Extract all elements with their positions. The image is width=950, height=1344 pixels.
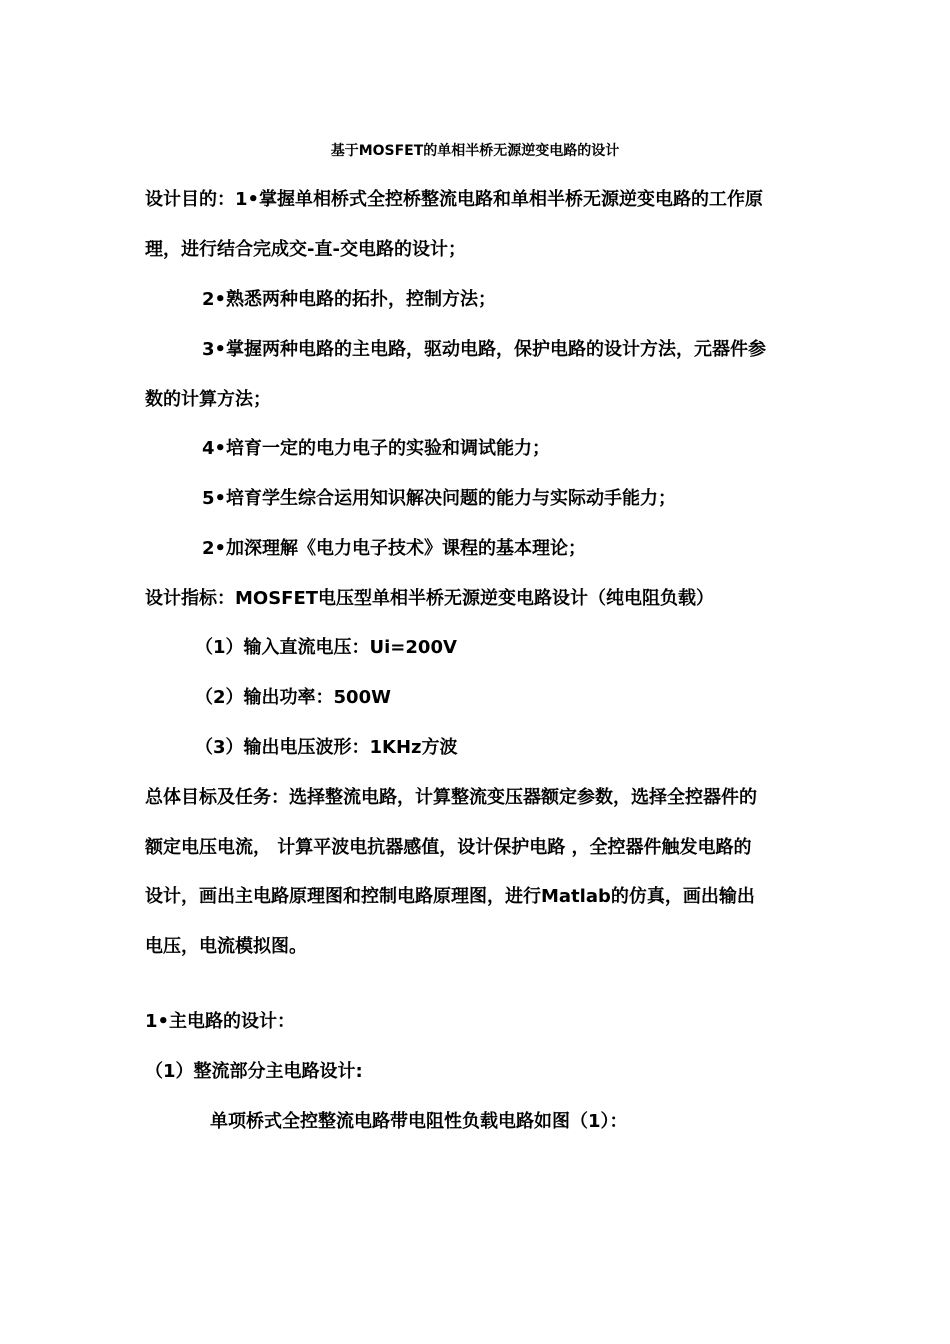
- overall-line-2: 额定电压电流， 计算平波电抗器感值，设计保护电路 ，全控器件触发电路的: [145, 837, 752, 858]
- overall-line-1: 总体目标及任务：选择整流电路，计算整流变压器额定参数，选择全控器件的: [145, 787, 757, 808]
- spec-item-1: （1）输入直流电压：Ui=200V: [195, 637, 457, 658]
- purpose-item-2: 2•熟悉两种电路的拓扑，控制方法；: [202, 289, 497, 310]
- section-1-subheading: （1）整流部分主电路设计:: [145, 1061, 363, 1082]
- section-1-heading: 1•主电路的设计：: [145, 1011, 296, 1032]
- document-title: 基于MOSFET的单相半桥无源逆变电路的设计: [330, 143, 620, 159]
- spec-heading: 设计指标：MOSFET电压型单相半桥无源逆变电路设计（纯电阻负载）: [145, 588, 715, 609]
- purpose-item-3-line-2: 数的计算方法；: [145, 389, 271, 410]
- purpose-item-6: 2•加深理解《电力电子技术》课程的基本理论；: [202, 538, 587, 559]
- purpose-item-3-line-1: 3•掌握两种电路的主电路，驱动电路，保护电路的设计方法，元器件参: [202, 339, 767, 360]
- purpose-item-5: 5•培育学生综合运用知识解决问题的能力与实际动手能力；: [202, 488, 677, 509]
- overall-line-3: 设计，画出主电路原理图和控制电路原理图，进行Matlab的仿真，画出输出: [145, 886, 755, 907]
- spec-item-2: （2）输出功率：500W: [195, 687, 391, 708]
- purpose-line-1: 设计目的：1•掌握单相桥式全控桥整流电路和单相半桥无源逆变电路的工作原: [145, 189, 764, 210]
- spec-item-3: （3）输出电压波形：1KHz方波: [195, 737, 458, 758]
- overall-line-4: 电压，电流模拟图。: [145, 936, 307, 957]
- purpose-line-2: 理，进行结合完成交-直-交电路的设计；: [145, 239, 466, 260]
- purpose-item-4: 4•培育一定的电力电子的实验和调试能力；: [202, 438, 551, 459]
- section-1-text: 单项桥式全控整流电路带电阻性负载电路如图（1）：: [210, 1111, 628, 1132]
